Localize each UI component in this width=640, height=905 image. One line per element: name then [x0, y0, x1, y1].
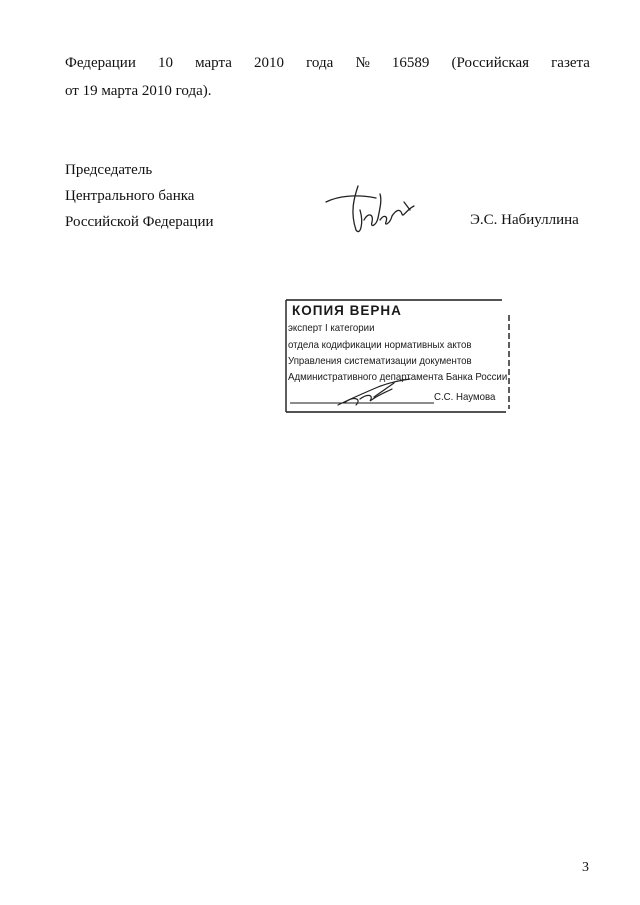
signatory-title	[65, 157, 214, 235]
paragraph-continuation	[65, 53, 590, 101]
signatory-title-line-1: Председатель	[65, 162, 153, 178]
stamp-line-2: отдела кодификации нормативных актов	[288, 339, 472, 351]
word: газета	[551, 55, 590, 71]
paragraph-line-2: от 19 марта 2010 года).	[65, 83, 212, 99]
stamp-title: КОПИЯ ВЕРНА	[292, 303, 402, 318]
signatory-name: Э.С. Набиуллина	[470, 212, 579, 228]
stamp-line-3: Управления систематизации документов	[288, 355, 472, 367]
word: 10	[157, 55, 173, 71]
signature-mark	[318, 180, 428, 240]
signatory-title-line-3: Российской Федерации	[65, 214, 214, 230]
stamp-signature-mark	[334, 377, 424, 409]
page-number: 3	[582, 860, 589, 875]
stamp-line-1: эксперт I категории	[288, 322, 375, 334]
signatory-title-line-2: Центрального банка	[65, 188, 195, 204]
word: №	[355, 55, 370, 71]
copy-verified-stamp	[284, 297, 510, 414]
stamp-line-4: Административного департамента Банка России	[288, 371, 508, 383]
word: марта	[195, 55, 232, 71]
word: 2010	[254, 55, 285, 71]
word: года	[306, 55, 334, 71]
word: (Российская	[451, 55, 530, 71]
paragraph-line-1	[65, 53, 590, 73]
word: Федерации	[65, 55, 136, 71]
word: 16589	[391, 55, 430, 71]
stamp-name: С.С. Наумова	[434, 391, 496, 403]
